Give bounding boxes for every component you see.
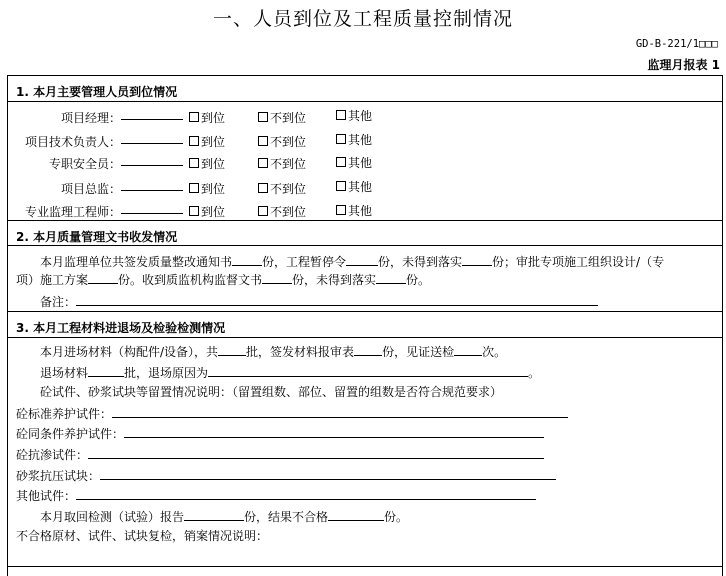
option-other[interactable] — [336, 202, 372, 219]
option-other[interactable] — [336, 178, 372, 195]
specimen-row — [16, 446, 544, 463]
documents-line-1 — [40, 253, 664, 270]
specimen-row — [16, 487, 536, 504]
personnel-label: 项目总监： — [60, 182, 121, 196]
divider — [7, 337, 722, 338]
option-label: 其他 — [348, 180, 373, 194]
option-label: 到位 — [201, 135, 226, 149]
documents-line-2 — [16, 271, 430, 288]
divider — [7, 566, 722, 567]
text: 份。 — [406, 273, 431, 287]
batch-count-field[interactable] — [218, 344, 246, 356]
checkbox[interactable] — [336, 134, 346, 144]
text: 本月监理单位共签发质量整改通知书 — [40, 255, 233, 269]
name-field[interactable] — [121, 132, 183, 144]
option-label: 不到位 — [270, 157, 307, 171]
text: 份，未得到落实 — [292, 273, 377, 287]
checkbox[interactable] — [336, 110, 346, 120]
witness-count-field[interactable] — [454, 344, 482, 356]
option-label: 到位 — [201, 205, 226, 219]
option-label: 其他 — [348, 204, 373, 218]
section1-heading: 1. 本月主要管理人员到位情况 — [16, 85, 178, 99]
failed-count-field[interactable] — [328, 509, 384, 521]
text: 批，退场原因为 — [124, 366, 209, 380]
text: 份，见证送检 — [382, 345, 455, 359]
specimen-field[interactable] — [76, 488, 536, 500]
checkbox[interactable] — [258, 206, 268, 216]
option-absent[interactable] — [258, 155, 306, 172]
checkbox[interactable] — [258, 158, 268, 168]
name-field[interactable] — [121, 154, 183, 166]
section3-heading: 3. 本月工程材料进退场及检验检测情况 — [16, 321, 226, 335]
option-label: 其他 — [348, 109, 373, 123]
checkbox[interactable] — [258, 112, 268, 122]
option-present[interactable] — [189, 133, 225, 150]
text: 。 — [528, 366, 541, 380]
option-present[interactable] — [189, 180, 225, 197]
checkbox[interactable] — [258, 183, 268, 193]
text: 份，未得到落实 — [378, 255, 463, 269]
report-line — [40, 508, 408, 525]
option-label: 到位 — [201, 157, 226, 171]
option-absent[interactable] — [258, 203, 306, 220]
option-other[interactable] — [336, 107, 372, 124]
specimen-label: 砼同条件养护试件： — [16, 427, 125, 441]
form-subtitle: 监理月报表 1 — [647, 58, 720, 72]
remark-field[interactable] — [76, 294, 598, 306]
specimen-row — [16, 405, 568, 422]
retest-note: 不合格原材、试件、试块复检，销案情况说明： — [16, 529, 269, 543]
text: 份，结果不合格 — [244, 510, 329, 524]
returned-batch-field[interactable] — [88, 365, 124, 377]
divider — [7, 220, 722, 221]
specimen-field[interactable] — [100, 468, 556, 480]
personnel-label: 项目经理： — [60, 111, 121, 125]
specimen-field[interactable] — [112, 406, 568, 418]
checkbox[interactable] — [258, 136, 268, 146]
text: 份。 — [384, 510, 409, 524]
option-label: 不到位 — [270, 205, 307, 219]
personnel-label: 专职安全员： — [48, 157, 121, 171]
divider — [7, 311, 722, 312]
text: 退场材料 — [40, 366, 89, 380]
option-present[interactable] — [189, 109, 225, 126]
option-label: 到位 — [201, 182, 226, 196]
option-other[interactable] — [336, 131, 372, 148]
report-retrieved-field[interactable] — [184, 509, 244, 521]
specimen-row — [16, 425, 544, 442]
name-field[interactable] — [121, 179, 183, 191]
text: 批，签发材料报审表 — [246, 345, 355, 359]
materials-line-2 — [40, 364, 540, 381]
specimen-label: 其他试件： — [16, 489, 77, 503]
text: 本月取回检测（试验）报告 — [40, 510, 185, 524]
report-count-field[interactable] — [354, 344, 382, 356]
unfulfilled-doc-count-field[interactable] — [376, 272, 406, 284]
checkbox[interactable] — [189, 136, 199, 146]
supervision-doc-count-field[interactable] — [262, 272, 292, 284]
specimen-field[interactable] — [88, 447, 544, 459]
rectification-count-field[interactable] — [232, 254, 262, 266]
page-title: 一、人员到位及工程质量控制情况 — [212, 8, 513, 30]
specimen-field[interactable] — [124, 426, 544, 438]
option-label: 其他 — [348, 156, 373, 170]
option-absent[interactable] — [258, 180, 306, 197]
checkbox[interactable] — [336, 157, 346, 167]
option-label: 不到位 — [270, 111, 307, 125]
text: 份。收到质监机构监督文书 — [118, 273, 263, 287]
specimen-row — [16, 467, 556, 484]
divider — [7, 245, 722, 246]
option-label: 不到位 — [270, 135, 307, 149]
form-code: GD-B-221/1□□□ — [635, 38, 718, 50]
personnel-label: 项目技术负责人： — [24, 135, 121, 149]
text: 份；审批专项施工组织设计/（专 — [492, 255, 665, 269]
option-label: 不到位 — [270, 182, 307, 196]
divider — [7, 101, 722, 102]
name-field[interactable] — [121, 202, 183, 214]
unfulfilled-count-field[interactable] — [462, 254, 492, 266]
suspension-count-field[interactable] — [346, 254, 378, 266]
materials-line-1 — [40, 343, 506, 360]
text: 本月进场材料（构配件/设备），共 — [40, 345, 219, 359]
checkbox[interactable] — [189, 206, 199, 216]
specimen-note: 砼试件、砂浆试块等留置情况说明：（留置组数、部位、留置的组数是否符合规范要求） — [40, 385, 503, 399]
remark-line — [40, 293, 598, 310]
option-other[interactable] — [336, 154, 372, 171]
plan-count-field[interactable] — [88, 272, 118, 284]
text: 份，工程暂停令 — [262, 255, 347, 269]
specimen-label: 砂浆抗压试块： — [16, 469, 101, 483]
text: 次。 — [482, 345, 507, 359]
option-absent[interactable] — [258, 133, 306, 150]
checkbox[interactable] — [189, 183, 199, 193]
personnel-label: 专业监理工程师： — [24, 205, 121, 219]
specimen-label: 砼标准养护试件： — [16, 407, 113, 421]
checkbox[interactable] — [336, 181, 346, 191]
checkbox[interactable] — [189, 112, 199, 122]
name-field[interactable] — [121, 108, 183, 120]
option-present[interactable] — [189, 155, 225, 172]
remark-label: 备注： — [40, 295, 77, 309]
text: 项）施工方案 — [16, 273, 89, 287]
checkbox[interactable] — [336, 205, 346, 215]
checkbox[interactable] — [189, 158, 199, 168]
return-reason-field[interactable] — [208, 365, 528, 377]
option-absent[interactable] — [258, 109, 306, 126]
specimen-label: 砼抗渗试件： — [16, 448, 89, 462]
option-label: 其他 — [348, 133, 373, 147]
option-label: 到位 — [201, 111, 226, 125]
section2-heading: 2. 本月质量管理文书收发情况 — [16, 230, 178, 244]
option-present[interactable] — [189, 203, 225, 220]
